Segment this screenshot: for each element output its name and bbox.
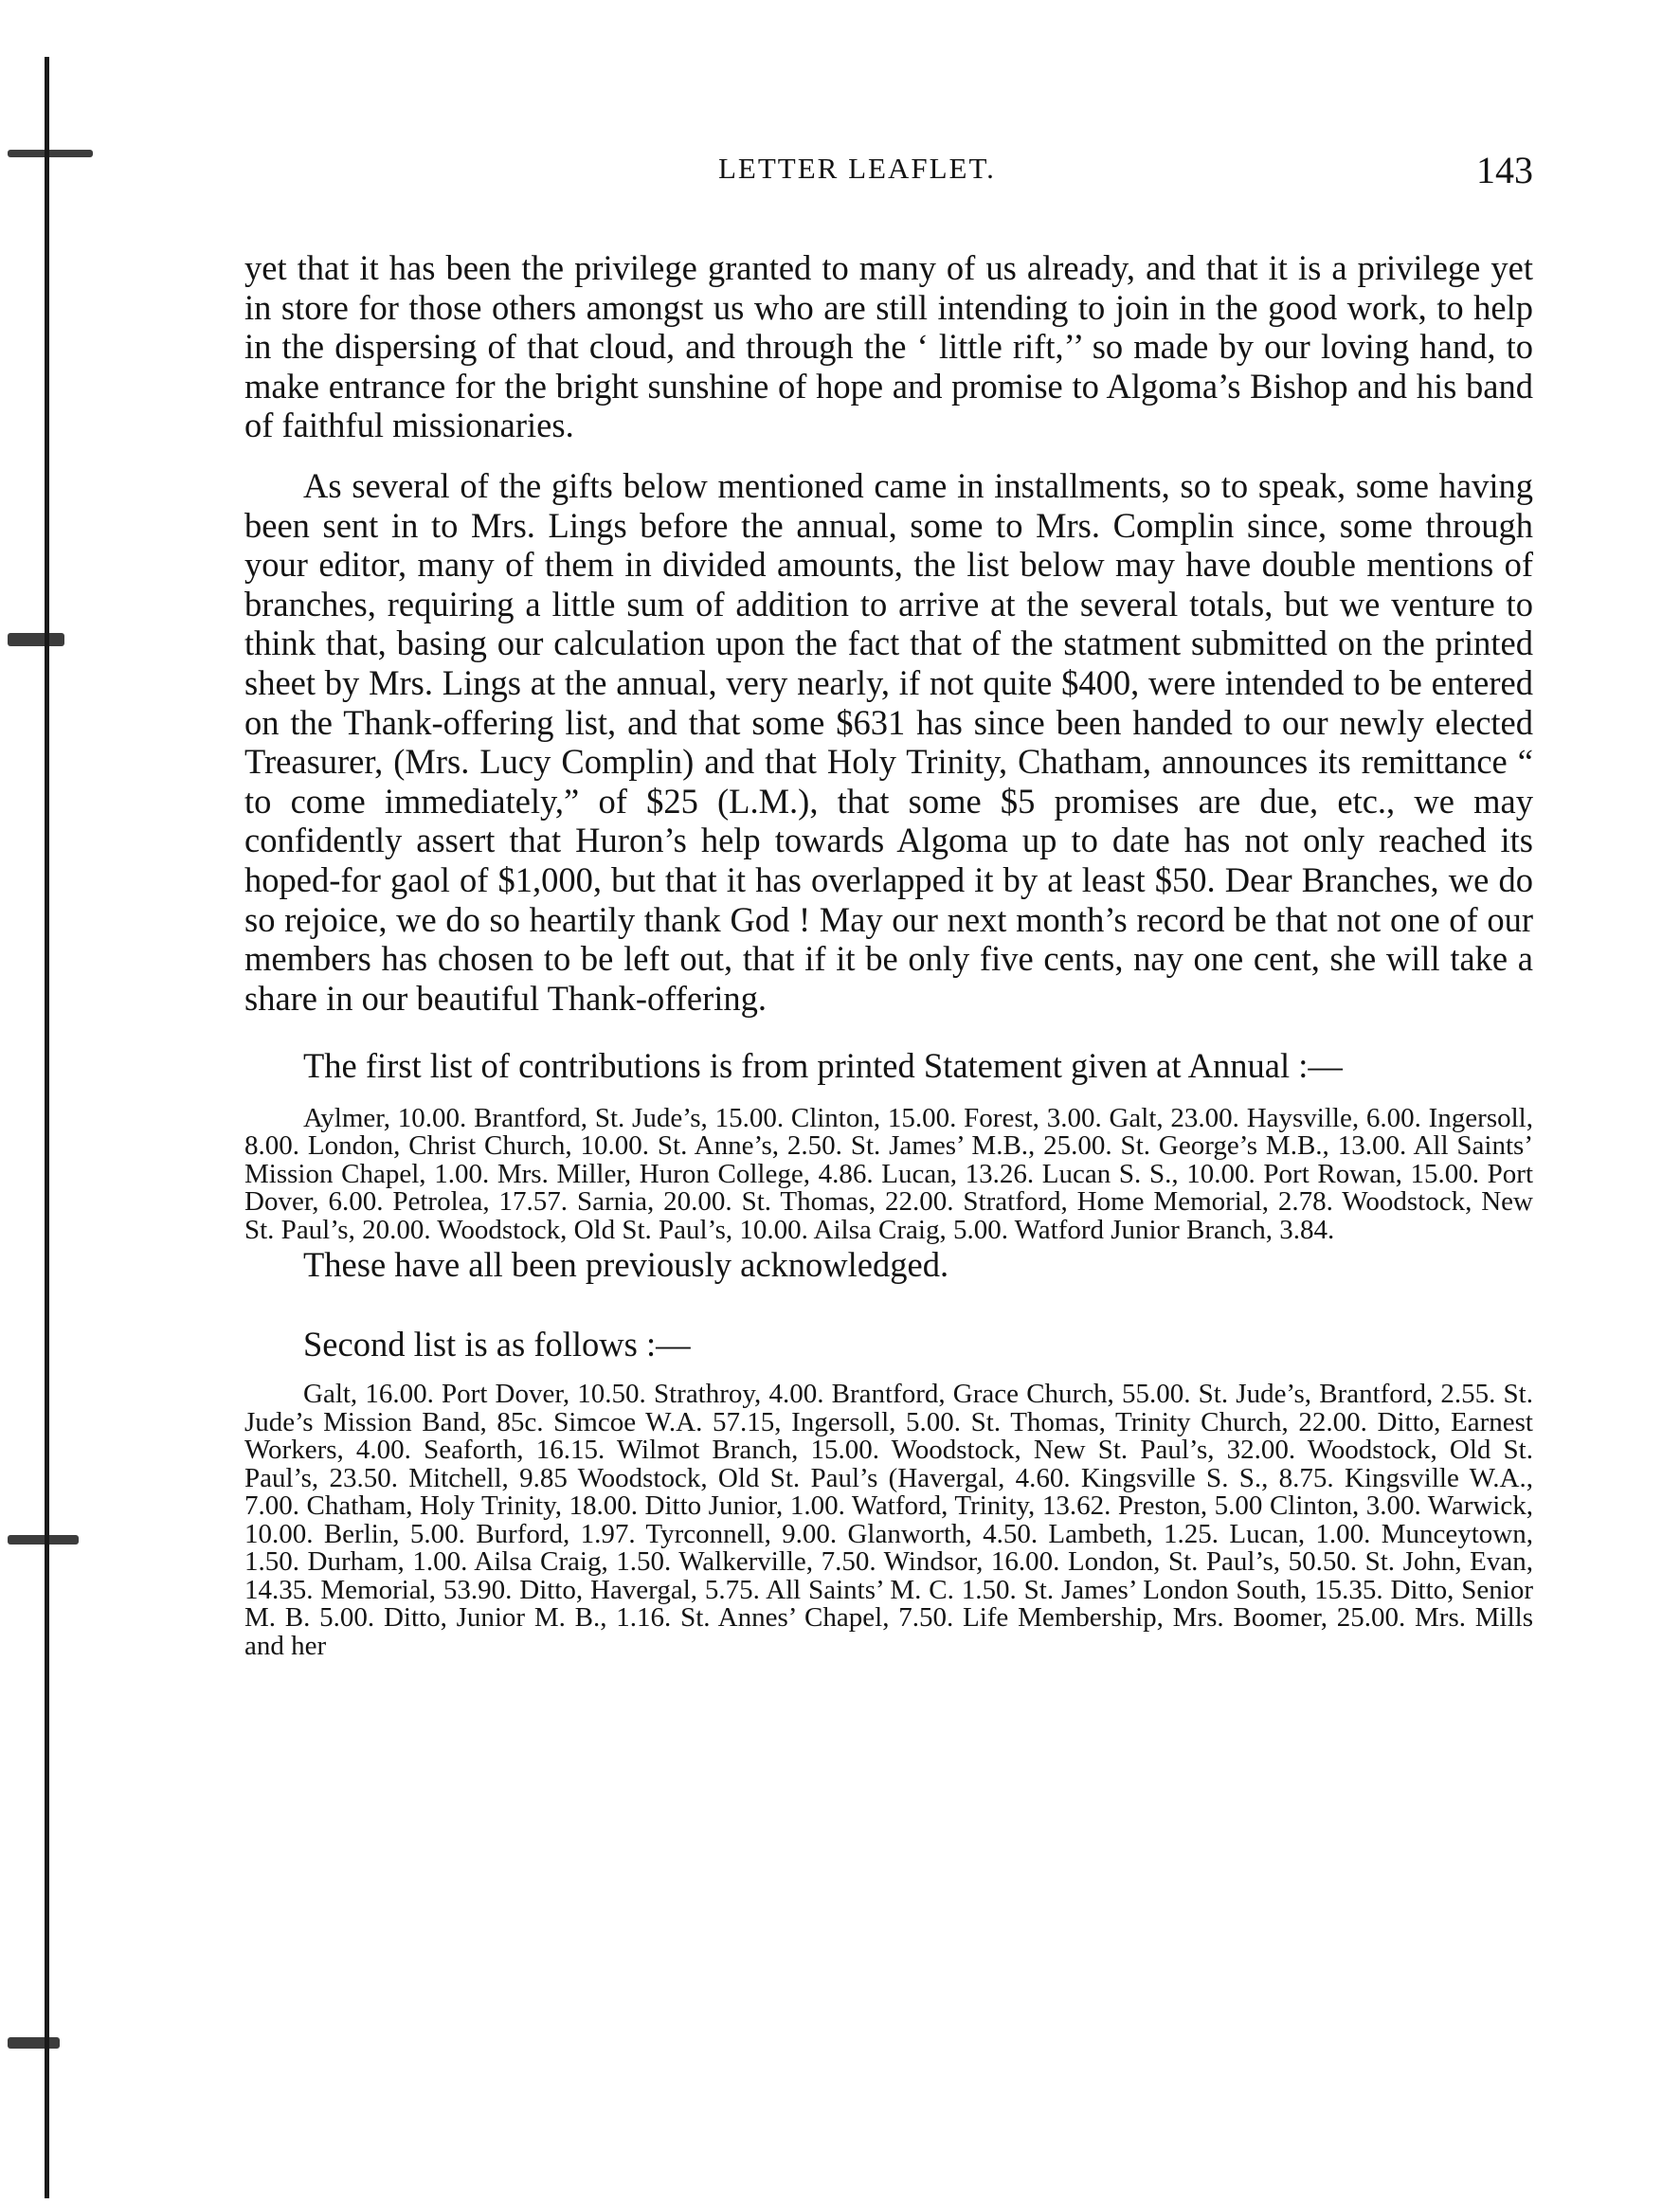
page-header [244,149,1533,199]
page-body [244,248,1533,1660]
paragraph-continuation: yet that it has been the privilege granted to many of us already, and that it is a privilege yet in store for those others amongst us who are still intending to join in the good work, to help in the dispersing of that cloud, and through the ‘ little rift,’’ so made by our loving hand, to make entrance for the bright sunshine of hope and promise to Algoma’s Bishop and his band of faithful missionaries. [244,248,1533,445]
binding-mark [8,633,64,646]
paragraph-installments: As several of the gifts below mentioned came in installments, so to speak, some having been sent in to Mrs. Lings before the annual, some to Mrs. Complin since, some through your editor, many of them in divided amounts, the list below may have double mentions of branches, requiring a little sum of addition to arrive at the several totals, but we venture to think that, basing our calculation upon the fact that of the statment submitted on the printed sheet by Mrs. Lings at the annual, very nearly, if not quite $400, were intended to be entered on the Thank-offering list, and that some $631 has since been handed to our newly elected Treasurer, (Mrs. Lucy Complin) and that Holy Trinity, Chatham, announces its remittance “ to come immediately,” of $25 (L.M.), that some $5 promises are due, etc., we may confidently assert that Huron’s help towards Algoma up to date has not only reached its hoped-for gaol of $1,000, but that it has overlapped it by at least $50. Dear Branches, we do so rejoice, we do so heartily thank God ! May our next month’s record be that not one of our members has chosen to be left out, that if it be only five cents, nay one cent, she will take a share in our beautiful Thank-offering. [244,465,1533,1018]
binding-mark [8,2037,60,2049]
second-list-heading: Second list is as follows :— [303,1325,691,1364]
page-number: 143 [1476,149,1533,191]
second-contributions-list: Galt, 16.00. Port Dover, 10.50. Strathroy, 4.00. Brantford, Grace Church, 55.00. St. Jude’s, Brantford, 2.55. St. Jude’s Mission Band, 85c. Simcoe W.A. 57.15, Ingersoll, 5.00. St. Thomas, Trinity Church, 22.00. Ditto, Earnest Workers, 4.00. Seaforth, 16.15. Wilmot Branch, 15.00. Woodstock, New St. Paul’s, 32.00. Woodstock, Old St. Paul’s, 23.50. Mitchell, 9.85 Woodstock, Old St. Paul’s (Havergal, 4.60. Kingsville S. S., 8.75. Kingsville W.A., 7.00. Chatham, Holy Trinity, 18.00. Ditto Junior, 1.00. Watford, Trinity, 13.62. Preston, 5.00 Clinton, 3.00. Warwick, 10.00. Berlin, 5.00. Burford, 1.97. Tyrconnell, 9.00. Glanworth, 4.50. Lambeth, 1.25. Lucan, 1.00. Munceytown, 1.50. Durham, 1.00. Ailsa Craig, 1.50. Walkerville, 7.50. Windsor, 16.00. London, St. Paul’s, 50.50. St. John, Evan, 14.35. Memorial, 53.90. Ditto, Havergal, 5.75. All Saints’ M. C. 1.50. St. James’ London South, 15.35. Ditto, Senior M. B. 5.00. Ditto, Junior M. B., 1.16. St. Annes’ Chapel, 7.50. Life Membership, Mrs. Boomer, 25.00. Mrs. Mills and her [244,1379,1533,1661]
paragraph-first-list-intro: The first list of contributions is from printed Statement given at Annual :— [303,1046,1343,1086]
running-head: LETTER LEAFLET. [718,152,996,185]
binding-mark [8,1535,79,1545]
binding-edge [45,57,49,2198]
acknowledged-note: These have all been previously acknowledged. [303,1245,949,1285]
binding-mark [8,150,93,157]
first-contributions-list: Aylmer, 10.00. Brantford, St. Jude’s, 15.00. Clinton, 15.00. Forest, 3.00. Galt, 23.00. Haysville, 6.00. Ingersoll, 8.00. London, Christ Church, 10.00. St. Anne’s, 2.50. St. James’ M.B., 25.00. St. George’s M.B., 13.00. All Saints’ Mission Chapel, 1.00. Mrs. Miller, Huron College, 4.86. Lucan, 13.26. Lucan S. S., 10.00. Port Rowan, 15.00. Port Dover, 6.00. Petrolea, 17.57. Sarnia, 20.00. St. Thomas, 22.00. Stratford, Home Memorial, 2.78. Woodstock, New St. Paul’s, 20.00. Woodstock, Old St. Paul’s, 10.00. Ailsa Craig, 5.00. Watford Junior Branch, 3.84. [244,1102,1533,1245]
